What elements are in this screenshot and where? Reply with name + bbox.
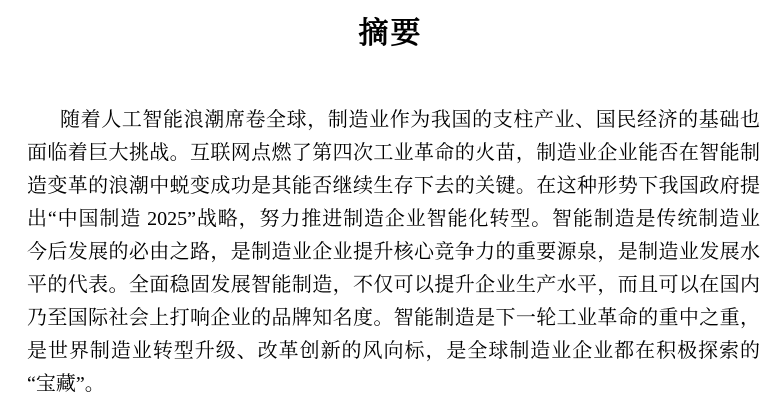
paragraph-line: 今后发展的必由之路，是制造业企业提升核心竞争力的重要源泉，是制造业发展水 bbox=[27, 241, 760, 263]
paragraph-line: 随着人工智能浪潮席卷全球，制造业作为我国的支柱产业、国民经济的基础也 bbox=[60, 109, 760, 131]
page-title: 摘要 bbox=[358, 17, 423, 50]
paragraph-line: 乃至国际社会上打响企业的品牌知名度。智能制造是下一轮工业革命的重中之重， bbox=[27, 307, 760, 329]
paragraph-line: 造变革的浪潮中蜕变成功是其能否继续生存下去的关键。在这种形势下我国政府提 bbox=[27, 175, 760, 197]
paragraph-line: 是世界制造业转型升级、改革创新的风向标，是全球制造业企业都在积极探索的 bbox=[27, 340, 760, 362]
abstract-page bbox=[0, 16, 781, 404]
paragraph-line: 面临着巨大挑战。互联网点燃了第四次工业革命的火苗，制造业企业能否在智能制 bbox=[27, 142, 760, 164]
paragraph-line: “宝藏”。 bbox=[27, 373, 105, 395]
abstract-paragraph bbox=[27, 104, 760, 401]
paragraph-line: 平的代表。全面稳固发展智能制造，不仅可以提升企业生产水平，而且可以在国内 bbox=[27, 274, 760, 296]
paragraph-line: 出“中国制造 2025”战略，努力推进制造企业智能化转型。智能制造是传统制造业 bbox=[27, 208, 760, 230]
